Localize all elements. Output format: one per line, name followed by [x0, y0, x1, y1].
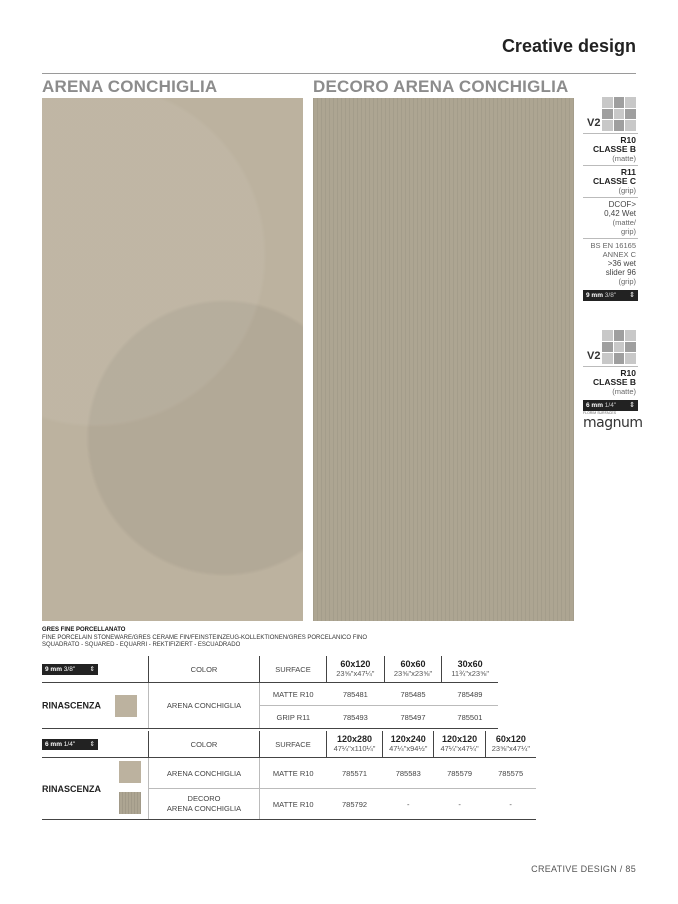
product-title-arena: ARENA CONCHIGLIA [42, 77, 218, 96]
page-footer: CREATIVE DESIGN / 85 [531, 864, 636, 874]
column-header-surface: SURFACE [260, 731, 327, 758]
header-divider [42, 73, 636, 74]
product-table-9mm [42, 656, 498, 729]
product-code: - [485, 789, 536, 820]
collection-name: RINASCENZA [42, 758, 149, 820]
product-code: 785575 [485, 758, 536, 789]
column-header-surface: SURFACE [260, 656, 327, 683]
shade-variation-icon [602, 330, 636, 364]
bs-en-rating: BS EN 16165 ANNEX C >36 wet slider 96 (grip) [583, 238, 638, 288]
surface-name: MATTE R10 [260, 683, 327, 706]
product-title-decoro: DECORO ARENA CONCHIGLIA [313, 77, 569, 96]
thickness-arrow-icon: ⇕ [89, 741, 95, 748]
thickness-arrow-icon: ⇕ [629, 292, 635, 299]
spec-squared: SQUADRATO - SQUARED - EQUARRI - REKTIFIZIERT - ESCUADRADO [42, 642, 241, 648]
collection-name: RINASCENZA [42, 683, 149, 729]
slip-rating-r10: R10 CLASSE B (matte) [583, 133, 638, 165]
tile-image-arena-conchiglia [42, 98, 303, 621]
spec-heading [42, 627, 367, 650]
color-name: DECORO ARENA CONCHIGLIA [149, 789, 260, 820]
column-header-size: 30x60 11¾"x23⅝" [442, 656, 498, 683]
column-header-size: 60x120 23⅝"x47¼" [485, 731, 536, 758]
technical-panel-group-1 [583, 97, 638, 301]
color-swatch [119, 761, 141, 783]
surface-name: MATTE R10 [260, 789, 327, 820]
shade-variation-v2 [583, 97, 638, 133]
product-code: 785792 [327, 789, 383, 820]
magnum-logo-subtitle: FLORIM SURFACES [583, 411, 617, 415]
thickness-badge-9mm: 9 mm 3/8" ⇕ [583, 290, 638, 301]
thickness-badge-6mm: 6 mm 1/4" ⇕ [42, 739, 98, 750]
product-code: 785493 [327, 706, 385, 729]
color-swatch [119, 792, 141, 814]
spec-subtitle: FINE PORCELAIN STONEWARE/GRES CERAME FIN/FEINSTEINZEUG-KOLLEKTIONEN/GRES PORCELANICO FINO [42, 634, 368, 641]
color-swatch [115, 695, 137, 717]
surface-name: MATTE R10 [260, 758, 327, 789]
slip-rating-r11: R11 CLASSE C (grip) [583, 165, 638, 197]
product-code: 785579 [434, 758, 485, 789]
surface-name: GRIP R11 [260, 706, 327, 729]
column-header-size: 120x120 47¼"x47¼" [434, 731, 485, 758]
column-header-size: 60x120 23⅝"x47¼" [327, 656, 385, 683]
column-header-size: 60x60 23⅝"x23⅝" [384, 656, 442, 683]
shade-variation-label: V2 [587, 350, 601, 362]
spec-title: GRES FINE PORCELLANATO [42, 627, 126, 633]
product-code: 785497 [384, 706, 442, 729]
thickness-badge-9mm: 9 mm 3/8" ⇕ [42, 664, 98, 675]
thickness-arrow-icon: ⇕ [629, 402, 635, 409]
column-header-size: 120x280 47¼"x110¼" [327, 731, 383, 758]
product-code: 785485 [384, 683, 442, 706]
product-table-6mm [42, 731, 536, 820]
column-header-color: COLOR [149, 656, 260, 683]
product-code: - [383, 789, 434, 820]
product-code: 785571 [327, 758, 383, 789]
tile-image-decoro-arena-conchiglia [313, 98, 574, 621]
color-name: ARENA CONCHIGLIA [149, 758, 260, 789]
shade-variation-label: V2 [587, 117, 601, 129]
magnum-logo: magnum [583, 415, 643, 431]
shade-variation-icon [602, 97, 636, 131]
thickness-badge-6mm: 6 mm 1/4" ⇕ [583, 400, 638, 411]
product-code: 785501 [442, 706, 498, 729]
shade-variation-v2 [583, 330, 638, 366]
technical-panel-group-2 [583, 330, 643, 431]
column-header-size: 120x240 47¼"x94½" [383, 731, 434, 758]
slip-rating-r10: R10 CLASSE B (matte) [583, 366, 638, 398]
color-name: ARENA CONCHIGLIA [149, 683, 260, 729]
product-code: - [434, 789, 485, 820]
thickness-arrow-icon: ⇕ [89, 666, 95, 673]
product-code: 785489 [442, 683, 498, 706]
dcof-rating: DCOF> 0,42 Wet (matte/ grip) [583, 197, 638, 238]
page-section-title: Creative design [501, 36, 636, 56]
product-code: 785481 [327, 683, 385, 706]
product-code: 785583 [383, 758, 434, 789]
column-header-color: COLOR [149, 731, 260, 758]
